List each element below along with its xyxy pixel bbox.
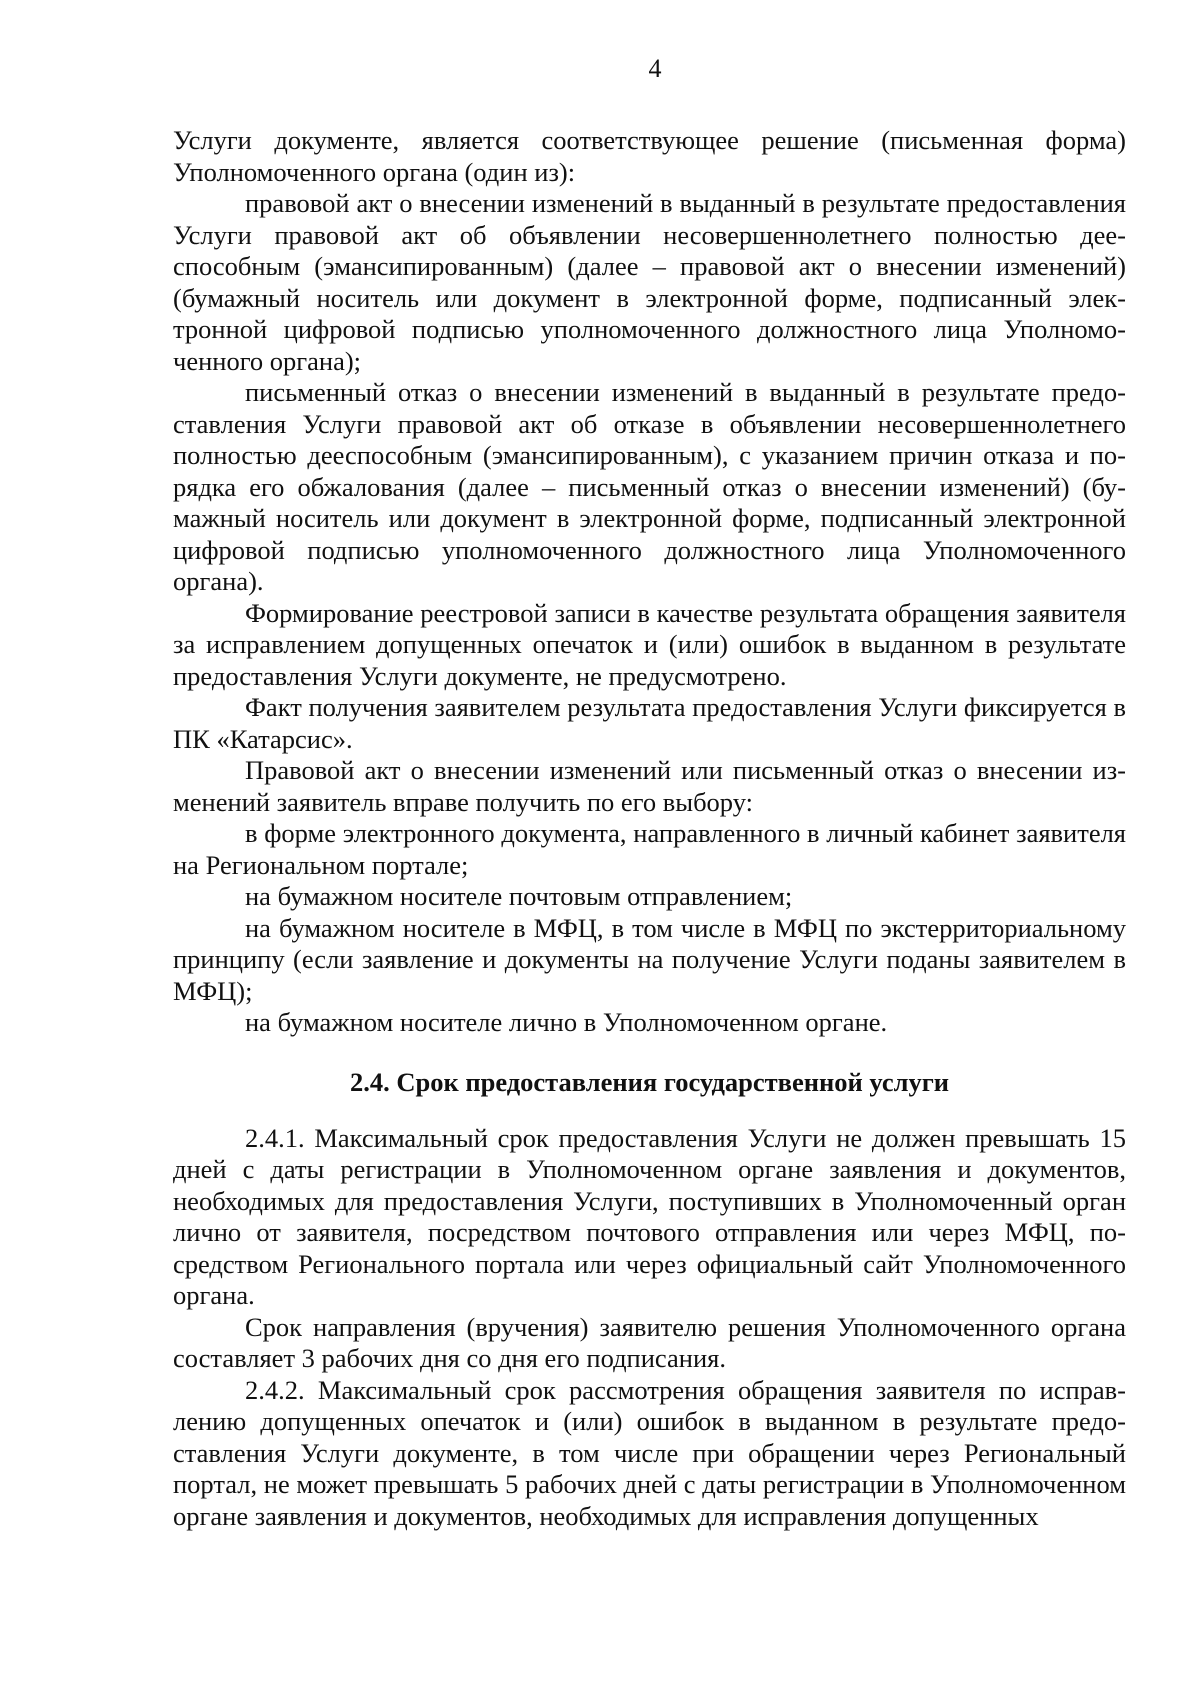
paragraph-result-fact: Факт получения заявителем результата предоставления Услуги фиксируется в ПК «Катарсис». bbox=[173, 692, 1126, 754]
paragraph-legal-act: правовой акт о внесении изменений в выданный в результате предоставления Услуги правовой акт об объявлении несовершеннолетнего полностью дееспособным (эмансипированным) (далее – правовой акт о внесении изменений) (бумажный носитель или документ в электронной форме, подписанный электронной цифровой подписью уполномоченного должностного лица Уполномоченного органа); bbox=[173, 188, 1126, 376]
paragraph-continuation: Услуги документе, является соответствующее решение (письменная форма) Уполномоченного органа (один из): bbox=[173, 125, 1126, 187]
list-item-in-person: на бумажном носителе лично в Уполномоченном органе. bbox=[245, 1007, 888, 1037]
section-heading: 2.4. Срок предоставления государственной услуги bbox=[349, 1066, 950, 1097]
paragraph-decision-delivery: Срок направления (вручения) заявителю решения Уполномоченного органа составляет 3 рабочих дня со дня его подписания. bbox=[173, 1311, 1126, 1373]
paragraph-2-4-2: 2.4.2. Максимальный срок рассмотрения обращения заявителя по исправлению допущенных опечаток и (или) ошибок в выданном в результате предоставления Услуги документе, в том числе при обращении через Региональный портал, не может превышать 5 рабочих дней с даты регистрации в Уполномоченном органе заявления и документов, необходимых для исправления допущенных bbox=[173, 1374, 1126, 1531]
paragraph-2-4-1: 2.4.1. Максимальный срок предоставления Услуги не должен превышать 15 дней с даты регистрации в Уполномоченном органе заявления и документов, необходимых для предоставления Услуги, поступивших в Уполномоченный орган лично от заявителя, посредством почтового отправления или через МФЦ, посредством Регионального портала или через официальный сайт Уполномоченного органа. bbox=[173, 1122, 1126, 1310]
list-item-postal: на бумажном носителе почтовым отправлением; bbox=[245, 881, 793, 911]
paragraph-registry-record: Формирование реестровой записи в качестве результата обращения заявителя за исправлением допущенных опечаток и (или) ошибок в выданном в результате предоставления Услуги документе, не предусмотрено. bbox=[173, 597, 1126, 691]
page-number: 4 bbox=[648, 54, 662, 83]
list-item-electronic: в форме электронного документа, направленного в личный кабинет заявителя на Региональном портале; bbox=[173, 818, 1126, 880]
page-content bbox=[173, 125, 1126, 1532]
paragraph-receive-choice: Правовой акт о внесении изменений или письменный отказ о внесении изменений заявитель вправе получить по его выбору: bbox=[173, 755, 1126, 817]
list-item-mfc: на бумажном носителе в МФЦ, в том числе в МФЦ по экстерриториальному принципу (если заявление и документы на получение Услуги поданы заявителем в МФЦ); bbox=[173, 912, 1126, 1006]
paragraph-written-refusal: письменный отказ о внесении изменений в выданный в результате предоставления Услуги правовой акт об отказе в объявлении несовершеннолетнего полностью дееспособным (эмансипированным), с указанием причин отказа и порядка его обжалования (далее – письменный отказ о внесении изменений) (бумажный носитель или документ в электронной форме, подписанный электронной цифровой подписью уполномоченного должностного лица Уполномоченного органа). bbox=[173, 377, 1126, 596]
